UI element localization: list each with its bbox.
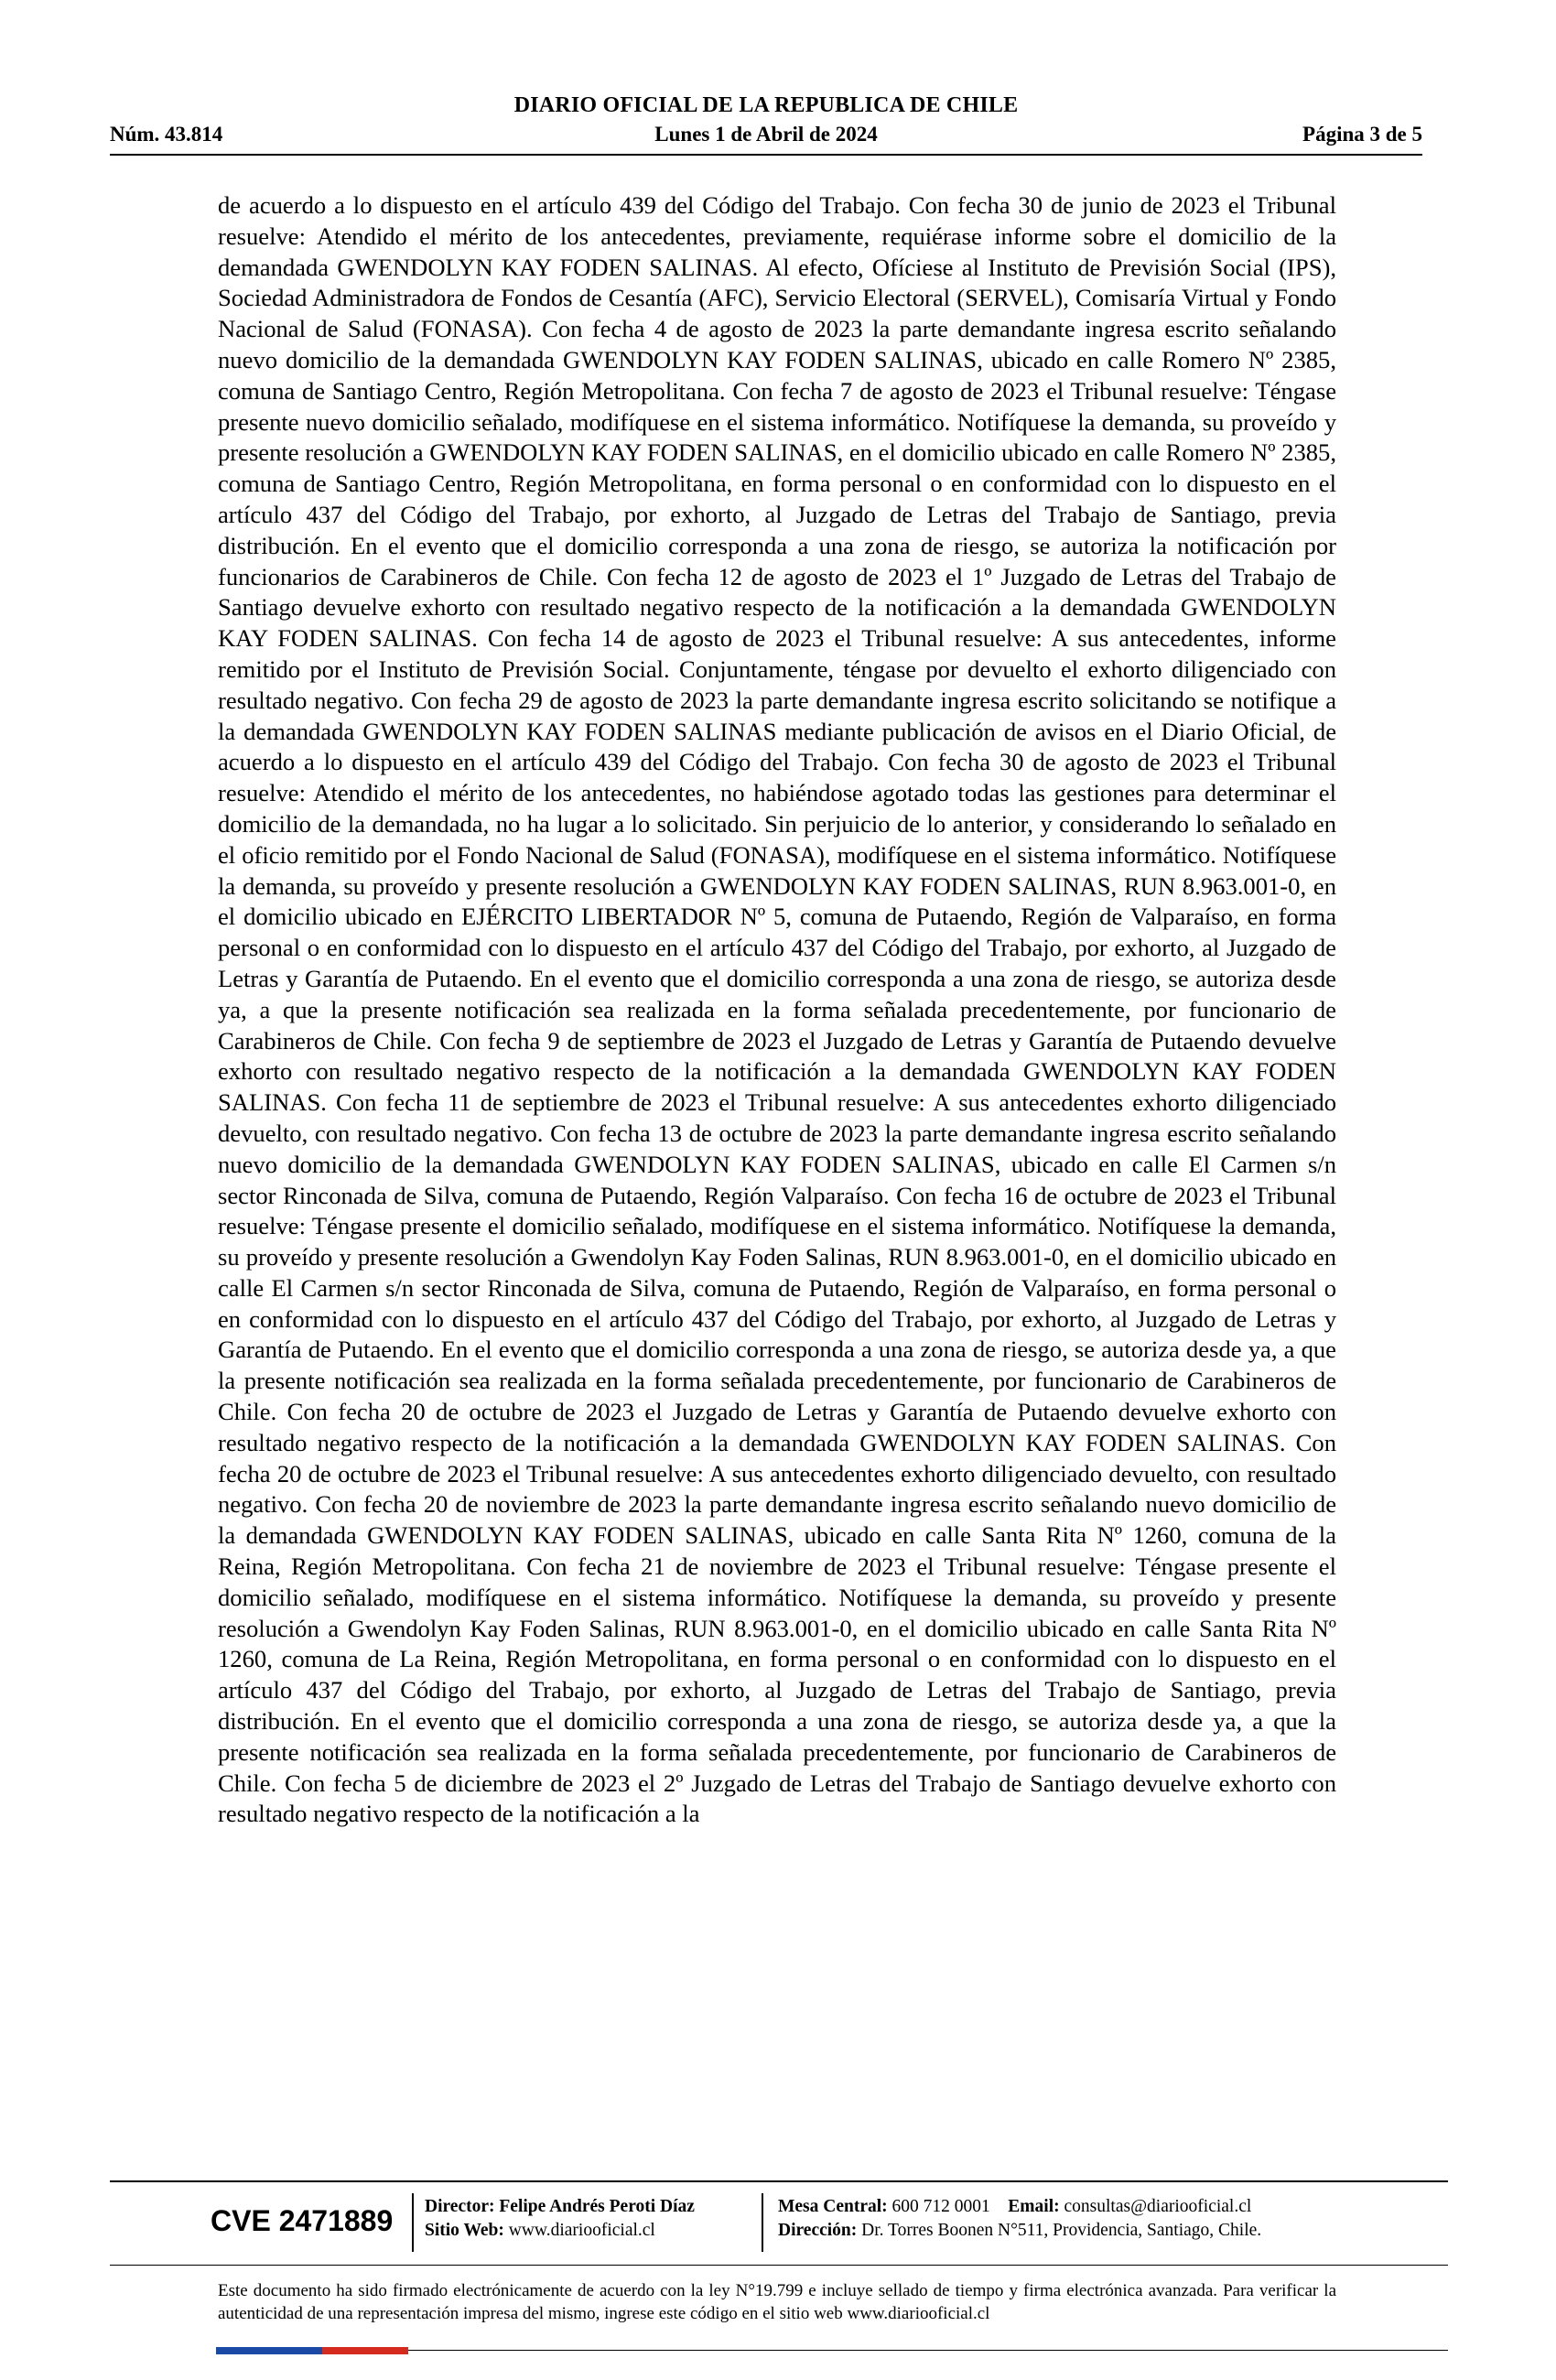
main-body-text: de acuerdo a lo dispuesto en el artículo 439 del Código del Trabajo. Con fecha 30 de junio de 2023 el Tribunal resuelve: Atendido el mérito de los antecedentes, previamente, requiérase informe sobre el domicilio de la demandada GWENDOLYN KAY FODEN SALINAS. Al efecto, Ofíciese al Instituto de Previsión Social (IPS), Sociedad Administradora de Fondos de Cesantía (AFC), Servicio Electoral (SERVEL), Comisaría Virtual y Fondo Nacional de Salud (FONASA). Con fecha 4 de agosto de 2023 la parte demandante ingresa escrito señalando nuevo domicilio de la demandada GWENDOLYN KAY FODEN SALINAS, ubicado en calle Romero Nº 2385, comuna de Santiago Centro, Región Metropolitana. Con fecha 7 de agosto de 2023 el Tribunal resuelve: Téngase presente nuevo domicilio señalado, modifíquese en el sistema informático. Notifíquese la demanda, su proveído y presente resolución a GWENDOLYN KAY FODEN SALINAS, en el domicilio ubicado en calle Romero Nº 2385, comuna de Santiago Centro, Región Metropolitana, en forma personal o en conformidad con lo dispuesto en el artículo 437 del Código del Trabajo, por exhorto, al Juzgado de Letras del Trabajo de Santiago, previa distribución. En el evento que el domicilio corresponda a una zona de riesgo, se autoriza la notificación por funcionarios de Carabineros de Chile. Con fecha 12 de agosto de 2023 el 1º Juzgado de Letras del Trabajo de Santiago devuelve exhorto con resultado negativo respecto de la notificación a la demandada GWENDOLYN KAY FODEN SALINAS. Con fecha 14 de agosto de 2023 el Tribunal resuelve: A sus antecedentes, informe remitido por el Instituto de Previsión Social. Conjuntamente, téngase por devuelto el exhorto diligenciado con resultado negativo. Con fecha 29 de agosto de 2023 la parte demandante ingresa escrito solicitando se notifique a la demandada GWENDOLYN KAY FODEN SALINAS mediante publicación de avisos en el Diario Oficial, de acuerdo a lo dispuesto en el artículo 439 del Código del Trabajo. Con fecha 30 de agosto de 2023 el Tribunal resuelve: Atendido el mérito de los antecedentes, no habiéndose agotado todas las gestiones para determinar el domicilio de la demandada, no ha lugar a lo solicitado. Sin perjuicio de lo anterior, y considerando lo señalado en el oficio remitido por el Fondo Nacional de Salud (FONASA), modifíquese en el sistema informático. Notifíquese la demanda, su proveído y presente resolución a GWENDOLYN KAY FODEN SALINAS, RUN 8.963.001-0, en el domicilio ubicado en EJÉRCITO LIBERTADOR Nº 5, comuna de Putaendo, Región de Valparaíso, en forma personal o en conformidad con lo dispuesto en el artículo 437 del Código del Trabajo, por exhorto, al Juzgado de Letras y Garantía de Putaendo. En el evento que el domicilio corresponda a una zona de riesgo, se autoriza desde ya, a que la presente notificación sea realizada en la forma señalada precedentemente, por funcionario de Carabineros de Chile. Con fecha 9 de septiembre de 2023 el Juzgado de Letras y Garantía de Putaendo devuelve exhorto con resultado negativo respecto de la notificación a la demandada GWENDOLYN KAY FODEN SALINAS. Con fecha 11 de septiembre de 2023 el Tribunal resuelve: A sus antecedentes exhorto diligenciado devuelto, con resultado negativo. Con fecha 13 de octubre de 2023 la parte demandante ingresa escrito señalando nuevo domicilio de la demandada GWENDOLYN KAY FODEN SALINAS, ubicado en calle El Carmen s/n sector Rinconada de Silva, comuna de Putaendo, Región Valparaíso. Con fecha 16 de octubre de 2023 el Tribunal resuelve: Téngase presente el domicilio señalado, modifíquese en el sistema informático. Notifíquese la demanda, su proveído y presente resolución a Gwendolyn Kay Foden Salinas, RUN 8.963.001-0, en el domicilio ubicado en calle El Carmen s/n sector Rinconada de Silva, comuna de Putaendo, Región de Valparaíso, en forma personal o en conformidad con lo dispuesto en el artículo 437 del Código del Trabajo, por exhorto, al Juzgado de Letras y Garantía de Putaendo. En el evento que el domicilio corresponda a una zona de riesgo, se autoriza desde ya, a que la presente notificación sea realizada en la forma señalada precedentemente, por funcionario de Carabineros de Chile. Con fecha 20 de octubre de 2023 el Juzgado de Letras y Garantía de Putaendo devuelve exhorto con resultado negativo respecto de la notificación a la demandada GWENDOLYN KAY FODEN SALINAS. Con fecha 20 de octubre de 2023 el Tribunal resuelve: A sus antecedentes exhorto diligenciado devuelto, con resultado negativo. Con fecha 20 de noviembre de 2023 la parte demandante ingresa escrito señalando nuevo domicilio de la demandada GWENDOLYN KAY FODEN SALINAS, ubicado en calle Santa Rita Nº 1260, comuna de la Reina, Región Metropolitana. Con fecha 21 de noviembre de 2023 el Tribunal resuelve: Téngase presente el domicilio señalado, modifíquese en el sistema informático. Notifíquese la demanda, su proveído y presente resolución a Gwendolyn Kay Foden Salinas, RUN 8.963.001-0, en el domicilio ubicado en calle Santa Rita Nº 1260, comuna de La Reina, Región Metropolitana, en forma personal o en conformidad con lo dispuesto en el artículo 437 del Código del Trabajo, por exhorto, al Juzgado de Letras del Trabajo de Santiago, previa distribución. En el evento que el domicilio corresponda a una zona de riesgo, se autoriza desde ya, a que la presente notificación sea realizada en la forma señalada precedentemente, por funcionario de Carabineros de Chile. Con fecha 5 de diciembre de 2023 el 2º Juzgado de Letras del Trabajo de Santiago devuelve exhorto con resultado negativo respecto de la notificación a la bbox=[218, 191, 1336, 1828]
flag-color-strip bbox=[216, 2347, 408, 2354]
bottom-rule bbox=[408, 2350, 1448, 2351]
issue-date: Lunes 1 de Abril de 2024 bbox=[654, 123, 878, 146]
footer-separator-2 bbox=[762, 2193, 763, 2252]
director-label: Director: bbox=[425, 2197, 495, 2216]
web-label: Sitio Web: bbox=[425, 2221, 504, 2240]
footer-director-column bbox=[425, 2195, 695, 2243]
flag-strip-blue bbox=[216, 2347, 322, 2354]
header-divider bbox=[110, 154, 1422, 156]
email-link[interactable]: consultas@diariooficial.cl bbox=[1064, 2197, 1252, 2216]
flag-strip-red bbox=[322, 2347, 408, 2354]
phone-label: Mesa Central: bbox=[778, 2197, 888, 2216]
footer-separator-1 bbox=[412, 2193, 414, 2252]
issue-number: Núm. 43.814 bbox=[110, 123, 223, 146]
footer-contact-column bbox=[778, 2195, 1261, 2243]
footer-divider-top bbox=[110, 2180, 1448, 2182]
page-header bbox=[110, 92, 1422, 152]
footer-divider-bottom bbox=[110, 2265, 1448, 2266]
legal-notice: Este documento ha sido firmado electrónicamente de acuerdo con la ley N°19.799 e incluye sellado de tiempo y firma electrónica avanzada. Para verificar la autenticidad de una representación impresa del mismo, ingrese este código en el sitio web www.diariooficial.cl bbox=[218, 2281, 1336, 2323]
address-label: Dirección: bbox=[778, 2221, 858, 2240]
cve-code: CVE 2471889 bbox=[211, 2204, 394, 2237]
phone-value: 600 712 0001 bbox=[891, 2197, 990, 2216]
address-value: Dr. Torres Boonen N°511, Providencia, Santiago, Chile. bbox=[861, 2221, 1262, 2240]
publication-title: DIARIO OFICIAL DE LA REPUBLICA DE CHILE bbox=[513, 93, 1019, 117]
email-label: Email: bbox=[1008, 2197, 1060, 2216]
page-footer bbox=[110, 2188, 1448, 2263]
page-number: Página 3 de 5 bbox=[1302, 123, 1422, 146]
director-name: Felipe Andrés Peroti Díaz bbox=[499, 2197, 695, 2216]
web-link[interactable]: www.diariooficial.cl bbox=[508, 2221, 655, 2240]
